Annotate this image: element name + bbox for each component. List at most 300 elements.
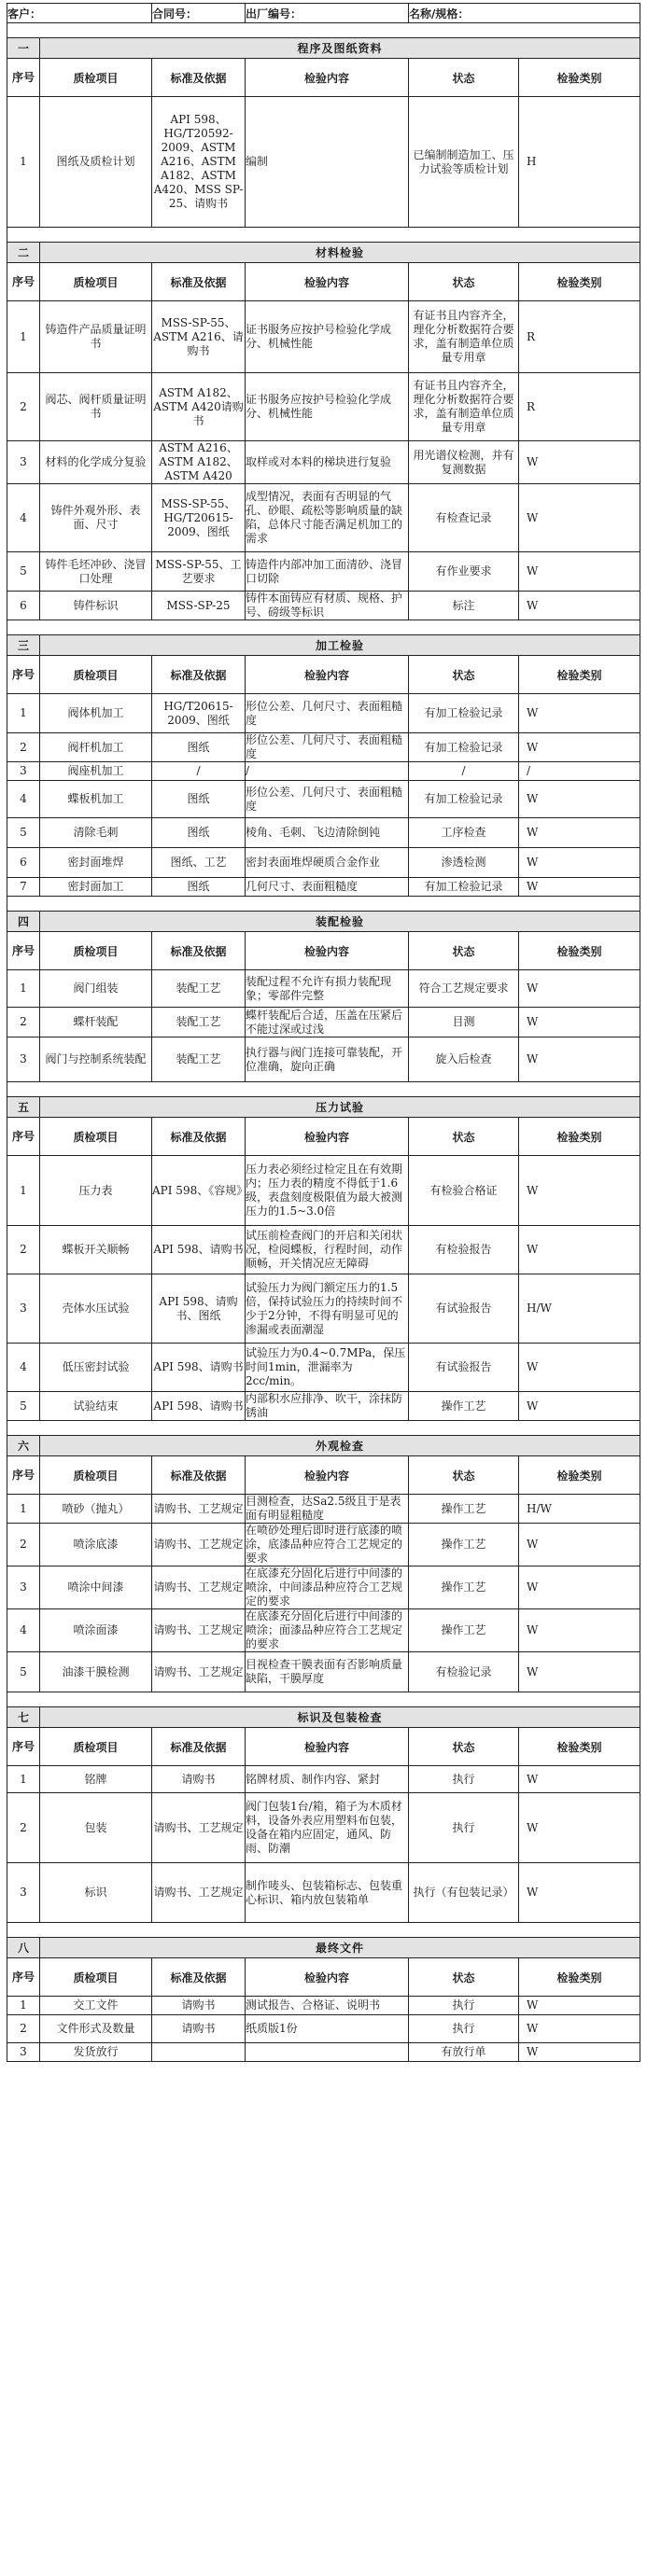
inspection-item: 压力表: [40, 1156, 152, 1226]
header-item: 质检项目: [40, 263, 152, 301]
section-title: 外观检查: [40, 1436, 640, 1456]
header-standard: 标准及依据: [152, 656, 246, 694]
header-type: 检验类别: [519, 656, 640, 694]
section-number: 四: [7, 912, 40, 932]
standard-basis: API 598、请购书: [152, 1344, 246, 1392]
header-standard: 标准及依据: [152, 1456, 246, 1495]
inspection-content: 试压前检查阀门的开启和关闭状况，检阅蝶板，行程时间，动作顺畅，开关情况应无障碍: [246, 1226, 409, 1274]
standard-basis: 请购书、工艺规定: [152, 1495, 246, 1524]
status-cell: 执行: [409, 1766, 519, 1793]
inspection-content: 执行器与阀门连接可靠装配，开位准确，旋向正确: [246, 1037, 409, 1082]
section-title: 程序及图纸资料: [40, 38, 640, 59]
header-content: 检验内容: [246, 1728, 409, 1766]
header-serial: 序号: [7, 1728, 40, 1766]
standard-basis: [152, 2043, 246, 2062]
table-row: [7, 1344, 640, 1392]
inspection-content: 目视检查干膜表面有否影响质量缺陷，干膜厚度: [246, 1652, 409, 1692]
standard-basis: 图纸: [152, 818, 246, 848]
header-serial: 序号: [7, 59, 40, 97]
table-row: [7, 373, 640, 441]
status-cell: 有检验合格证: [409, 1156, 519, 1226]
table-row: [7, 818, 640, 848]
standard-basis: 装配工艺: [152, 1037, 246, 1082]
header-content: 检验内容: [246, 932, 409, 970]
status-cell: 符合工艺规定要求: [409, 970, 519, 1008]
table-row: [7, 592, 640, 620]
standard-basis: 图纸: [152, 733, 246, 762]
status-cell: 目测: [409, 1008, 519, 1037]
inspection-content: [246, 2043, 409, 2062]
inspection-type: W: [519, 818, 640, 848]
header-status: 状态: [409, 1456, 519, 1495]
status-cell: 有证书且内容齐全，理化分析数据符合要求，盖有制造单位质量专用章: [409, 373, 519, 441]
inspection-item: 交工文件: [40, 1997, 152, 2015]
status-cell: 有加工检验记录: [409, 733, 519, 762]
inspection-type: W: [519, 1566, 640, 1609]
table-row: [7, 1156, 640, 1226]
table-row: [7, 694, 640, 733]
table-row: [7, 970, 640, 1008]
inspection-type: R: [519, 373, 640, 441]
column-header-row: [7, 932, 640, 970]
inspection-item: 铭牌: [40, 1766, 152, 1793]
standard-basis: 请购书: [152, 2015, 246, 2043]
table-row: [7, 1392, 640, 1421]
status-cell: 操作工艺: [409, 1495, 519, 1524]
section-number: 一: [7, 38, 40, 59]
inspection-item: 喷砂（抛丸）: [40, 1495, 152, 1524]
status-cell: 工序检查: [409, 818, 519, 848]
header-content: 检验内容: [246, 1958, 409, 1997]
customer-label: 客户：: [7, 4, 152, 23]
header-type: 检验类别: [519, 59, 640, 97]
section-header: [7, 38, 640, 59]
row-number: 1: [7, 97, 40, 228]
table-row: [7, 1863, 640, 1923]
header-standard: 标准及依据: [152, 59, 246, 97]
table-row: [7, 1226, 640, 1274]
header-type: 检验类别: [519, 932, 640, 970]
gap-cell: [7, 620, 640, 635]
header-status: 状态: [409, 1728, 519, 1766]
table-row: [7, 2043, 640, 2062]
row-number: 3: [7, 1274, 40, 1344]
column-header-row: [7, 1456, 640, 1495]
table-row: [7, 1652, 640, 1692]
header-status: 状态: [409, 263, 519, 301]
header-type: 检验类别: [519, 1728, 640, 1766]
status-cell: 有加工检验记录: [409, 878, 519, 897]
standard-basis: 图纸: [152, 781, 246, 818]
section-header: [7, 243, 640, 263]
standard-basis: 请购书、工艺规定: [152, 1863, 246, 1923]
contract-label: 合同号：: [152, 4, 246, 23]
section-number: 五: [7, 1097, 40, 1118]
header-type: 检验类别: [519, 1118, 640, 1156]
header-status: 状态: [409, 59, 519, 97]
row-number: 6: [7, 848, 40, 878]
inspection-item: 清除毛刺: [40, 818, 152, 848]
row-number: 4: [7, 1344, 40, 1392]
inspection-item: 铸造件产品质量证明书: [40, 301, 152, 373]
status-cell: 有试验报告: [409, 1344, 519, 1392]
inspection-content: 铸造件内部冲加工面清砂、浇冒口切除: [246, 552, 409, 592]
section-title: 装配检验: [40, 912, 640, 932]
column-header-row: [7, 656, 640, 694]
status-cell: 有检验报告: [409, 1226, 519, 1274]
inspection-type: W: [519, 1344, 640, 1392]
inspection-content: 铸件本面铸应有材质、规格、护号、磅级等标识: [246, 592, 409, 620]
header-item: 质检项目: [40, 1958, 152, 1997]
standard-basis: MSS-SP-25: [152, 592, 246, 620]
inspection-content: 形位公差、几何尺寸、表面粗糙度: [246, 694, 409, 733]
inspection-type: W: [519, 1226, 640, 1274]
header-serial: 序号: [7, 656, 40, 694]
table-row: [7, 441, 640, 484]
table-row: [7, 97, 640, 228]
section-number: 七: [7, 1707, 40, 1728]
inspection-item: 铸件标识: [40, 592, 152, 620]
table-row: [7, 552, 640, 592]
inspection-content: 制作唛头、包装箱标志、包装重心标识、箱内放包装箱单: [246, 1863, 409, 1923]
inspection-type: /: [519, 762, 640, 781]
standard-basis: 装配工艺: [152, 1008, 246, 1037]
inspection-item: 阀门组装: [40, 970, 152, 1008]
inspection-item: 标识: [40, 1863, 152, 1923]
table-row: [7, 762, 640, 781]
status-cell: 执行: [409, 1997, 519, 2015]
inspection-type: W: [519, 592, 640, 620]
header-standard: 标准及依据: [152, 1958, 246, 1997]
standard-basis: API 598、请购书: [152, 1226, 246, 1274]
inspection-type: W: [519, 1863, 640, 1923]
section-gap: [7, 1421, 640, 1436]
inspection-item: 密封面堆焊: [40, 848, 152, 878]
inspection-type: W: [519, 1652, 640, 1692]
status-cell: 操作工艺: [409, 1524, 519, 1566]
row-number: 1: [7, 1997, 40, 2015]
inspection-type: W: [519, 1392, 640, 1421]
row-number: 3: [7, 1037, 40, 1082]
section-gap: [7, 620, 640, 635]
header-status: 状态: [409, 1118, 519, 1156]
column-header-row: [7, 1958, 640, 1997]
inspection-type: H/W: [519, 1274, 640, 1344]
standard-basis: 装配工艺: [152, 970, 246, 1008]
row-number: 2: [7, 2015, 40, 2043]
inspection-item: 铸件外观外形、表面、尺寸: [40, 484, 152, 552]
inspection-type: R: [519, 301, 640, 373]
inspection-item: 文件形式及数量: [40, 2015, 152, 2043]
status-cell: 操作工艺: [409, 1566, 519, 1609]
row-number: 2: [7, 733, 40, 762]
column-header-row: [7, 1118, 640, 1156]
status-cell: 有证书且内容齐全，理化分析数据符合要求，盖有制造单位质量专用章: [409, 301, 519, 373]
table-row: [7, 1274, 640, 1344]
standard-basis: 请购书、工艺规定: [152, 1793, 246, 1863]
table-row: [7, 848, 640, 878]
section-gap: [7, 228, 640, 243]
status-cell: 执行（有包装记录）: [409, 1863, 519, 1923]
header-serial: 序号: [7, 1118, 40, 1156]
inspection-content: 棱角、毛刺、飞边清除倒钝: [246, 818, 409, 848]
inspection-content: 测试报告、合格证、说明书: [246, 1997, 409, 2015]
inspection-content: 装配过程不允许有损力装配现象；零部件完整: [246, 970, 409, 1008]
header-item: 质检项目: [40, 656, 152, 694]
status-cell: 有检查记录: [409, 484, 519, 552]
inspection-item: 喷涂底漆: [40, 1524, 152, 1566]
table-row: [7, 733, 640, 762]
standard-basis: 请购书: [152, 1997, 246, 2015]
standard-basis: HG/T20615-2009、图纸: [152, 694, 246, 733]
inspection-type: W: [519, 441, 640, 484]
table-row: [7, 1566, 640, 1609]
header-serial: 序号: [7, 263, 40, 301]
inspection-type: W: [519, 970, 640, 1008]
inspection-item: 铸件毛坯冲砂、浇冒口处理: [40, 552, 152, 592]
table-row: [7, 1997, 640, 2015]
standard-basis: MSS-SP-55、ASTM A216、请购书: [152, 301, 246, 373]
gap-cell: [7, 228, 640, 243]
row-number: 5: [7, 1652, 40, 1692]
inspection-item: 油漆干膜检测: [40, 1652, 152, 1692]
section-header: [7, 1097, 640, 1118]
header-content: 检验内容: [246, 1456, 409, 1495]
inspection-type: W: [519, 694, 640, 733]
inspection-content: 形位公差、几何尺寸、表面粗糙度: [246, 781, 409, 818]
section-number: 六: [7, 1436, 40, 1456]
header-serial: 序号: [7, 1456, 40, 1495]
gap-cell: [7, 1082, 640, 1097]
header-standard: 标准及依据: [152, 1728, 246, 1766]
row-number: 1: [7, 1766, 40, 1793]
section-number: 二: [7, 243, 40, 263]
inspection-item: 喷涂中间漆: [40, 1566, 152, 1609]
standard-basis: API 598、请购书: [152, 1392, 246, 1421]
inspection-content: 在底漆充分固化后进行中间漆的喷涂，中间漆品种应符合工艺规定的要求: [246, 1566, 409, 1609]
inspection-item: 发货放行: [40, 2043, 152, 2062]
header-item: 质检项目: [40, 932, 152, 970]
section-title: 标识及包装检查: [40, 1707, 640, 1728]
inspection-content: 试验压力为0.4~0.7MPa，保压时间1min，泄漏率为2cc/min。: [246, 1344, 409, 1392]
quality-plan-body: [7, 4, 640, 2062]
row-number: 2: [7, 1524, 40, 1566]
standard-basis: 请购书、工艺规定: [152, 1566, 246, 1609]
standard-basis: 请购书、工艺规定: [152, 1652, 246, 1692]
row-number: 4: [7, 781, 40, 818]
inspection-item: 低压密封试验: [40, 1344, 152, 1392]
inspection-type: W: [519, 2043, 640, 2062]
standard-basis: 请购书: [152, 1766, 246, 1793]
inspection-type: W: [519, 484, 640, 552]
table-row: [7, 1609, 640, 1652]
section-gap: [7, 1692, 640, 1707]
inspection-content: 铭牌材质、制作内容、紧封: [246, 1766, 409, 1793]
header-status: 状态: [409, 932, 519, 970]
table-row: [7, 1495, 640, 1524]
row-number: 3: [7, 1863, 40, 1923]
table-row: [7, 1524, 640, 1566]
inspection-content: 证书服务应按护号检验化学成分、机械性能: [246, 373, 409, 441]
row-number: 2: [7, 1226, 40, 1274]
row-number: 5: [7, 818, 40, 848]
standard-basis: API 598、HG/T20592-2009、ASTM A216、ASTM A182、ASTM A420、MSS SP-25、请购书: [152, 97, 246, 228]
inspection-item: 阀座机加工: [40, 762, 152, 781]
standard-basis: 图纸、工艺: [152, 848, 246, 878]
inspection-type: H: [519, 97, 640, 228]
inspection-content: 纸质版1份: [246, 2015, 409, 2043]
inspection-content: 阀门包装1台/箱，箱子为木质材料，设备外表应用塑料布包装，设备在箱内应固定，通风、防雨、防潮: [246, 1793, 409, 1863]
section-header: [7, 1436, 640, 1456]
header-content: 检验内容: [246, 59, 409, 97]
inspection-item: 蝶板开关顺畅: [40, 1226, 152, 1274]
inspection-item: 蝶杆装配: [40, 1008, 152, 1037]
inspection-content: 蝶杆装配后合适，压盖在压紧后不能过深或过浅: [246, 1008, 409, 1037]
header-type: 检验类别: [519, 1958, 640, 1997]
row-number: 1: [7, 1495, 40, 1524]
row-number: 1: [7, 1156, 40, 1226]
row-number: 4: [7, 484, 40, 552]
standard-basis: 图纸: [152, 878, 246, 897]
status-cell: 已编制制造加工、压力试验等质检计划: [409, 97, 519, 228]
column-header-row: [7, 1728, 640, 1766]
inspection-item: 蝶板机加工: [40, 781, 152, 818]
table-row: [7, 878, 640, 897]
status-cell: 有作业要求: [409, 552, 519, 592]
row-number: 1: [7, 970, 40, 1008]
table-row: [7, 2015, 640, 2043]
header-item: 质检项目: [40, 59, 152, 97]
inspection-item: 阀芯、阀杆质量证明书: [40, 373, 152, 441]
quality-plan-table: [7, 3, 640, 2062]
gap-cell: [7, 1421, 640, 1436]
row-number: 3: [7, 2043, 40, 2062]
standard-basis: /: [152, 762, 246, 781]
inspection-content: 压力表必须经过检定且在有效期内；压力表的精度不得低于1.6级，表盘刻度极限值为最大被测压力的1.5~3.0倍: [246, 1156, 409, 1226]
header-status: 状态: [409, 656, 519, 694]
inspection-type: W: [519, 878, 640, 897]
status-cell: 操作工艺: [409, 1392, 519, 1421]
inspection-type: W: [519, 1008, 640, 1037]
section-header: [7, 1938, 640, 1958]
header-standard: 标准及依据: [152, 263, 246, 301]
header-content: 检验内容: [246, 656, 409, 694]
header-content: 检验内容: [246, 1118, 409, 1156]
section-title: 加工检验: [40, 635, 640, 656]
table-row: [7, 781, 640, 818]
inspection-item: 阀体机加工: [40, 694, 152, 733]
table-row: [7, 484, 640, 552]
inspection-content: 取样或对本料的梯块进行复验: [246, 441, 409, 484]
inspection-item: 密封面加工: [40, 878, 152, 897]
header-type: 检验类别: [519, 1456, 640, 1495]
inspection-plan-document: [7, 3, 640, 2062]
inspection-content: 密封表面堆焊硬质合金作业: [246, 848, 409, 878]
table-row: [7, 1008, 640, 1037]
inspection-type: W: [519, 1766, 640, 1793]
inspection-content: 试验压力为阀门额定压力的1.5倍，保持试验压力的持续时间不少于2分钟，不得有明显可见的渗漏或表面潮湿: [246, 1274, 409, 1344]
inspection-content: 内部积水应排净、吹干，涂抹防锈油: [246, 1392, 409, 1421]
inspection-type: W: [519, 1524, 640, 1566]
status-cell: 有检验记录: [409, 1652, 519, 1692]
section-header: [7, 1707, 640, 1728]
gap-cell: [7, 1923, 640, 1938]
inspection-content: 证书服务应按护号检验化学成分、机械性能: [246, 301, 409, 373]
row-number: 1: [7, 301, 40, 373]
section-gap: [7, 1923, 640, 1938]
status-cell: 标注: [409, 592, 519, 620]
header-serial: 序号: [7, 932, 40, 970]
table-row: [7, 301, 640, 373]
header-item: 质检项目: [40, 1728, 152, 1766]
status-cell: 有加工检验记录: [409, 694, 519, 733]
factory-no-label: 出厂编号：: [246, 4, 409, 23]
inspection-type: W: [519, 2015, 640, 2043]
standard-basis: 请购书、工艺规定: [152, 1609, 246, 1652]
header-serial: 序号: [7, 1958, 40, 1997]
row-number: 1: [7, 694, 40, 733]
inspection-item: 试验结束: [40, 1392, 152, 1421]
header-status: 状态: [409, 1958, 519, 1997]
section-title: 材料检验: [40, 243, 640, 263]
standard-basis: 请购书、工艺规定: [152, 1524, 246, 1566]
section-header: [7, 635, 640, 656]
inspection-item: 壳体水压试验: [40, 1274, 152, 1344]
inspection-item: 阀门与控制系统装配: [40, 1037, 152, 1082]
gap-cell: [7, 23, 640, 38]
row-number: 2: [7, 1793, 40, 1863]
status-cell: 执行: [409, 1793, 519, 1863]
table-row: [7, 1793, 640, 1863]
status-cell: 用光谱仪检测，并有复测数据: [409, 441, 519, 484]
table-row: [7, 1037, 640, 1082]
section-number: 三: [7, 635, 40, 656]
status-cell: 渗透检测: [409, 848, 519, 878]
standard-basis: API 598、请购书、图纸: [152, 1274, 246, 1344]
section-gap: [7, 23, 640, 38]
inspection-type: W: [519, 552, 640, 592]
name-spec-label: 名称/规格：: [409, 4, 640, 23]
table-row: [7, 1766, 640, 1793]
row-number: 2: [7, 1008, 40, 1037]
inspection-content: 几何尺寸、表面粗糙度: [246, 878, 409, 897]
inspection-content: 目测检查，达Sa2.5级且于是表面有明显粗糙度: [246, 1495, 409, 1524]
standard-basis: MSS-SP-55、HG/T20615-2009、图纸: [152, 484, 246, 552]
inspection-content: 编制: [246, 97, 409, 228]
status-cell: 有放行单: [409, 2043, 519, 2062]
status-cell: 操作工艺: [409, 1609, 519, 1652]
status-cell: 旋入后检查: [409, 1037, 519, 1082]
gap-cell: [7, 897, 640, 912]
section-title: 最终文件: [40, 1938, 640, 1958]
header-standard: 标准及依据: [152, 1118, 246, 1156]
section-number: 八: [7, 1938, 40, 1958]
row-number: 7: [7, 878, 40, 897]
inspection-type: W: [519, 1793, 640, 1863]
inspection-content: 形位公差、几何尺寸、表面粗糙度: [246, 733, 409, 762]
inspection-content: 在喷砂处理后即时进行底漆的喷涂，底漆品种应符合工艺规定的要求: [246, 1524, 409, 1566]
row-number: 6: [7, 592, 40, 620]
inspection-type: W: [519, 1037, 640, 1082]
inspection-item: 材料的化学成分复验: [40, 441, 152, 484]
status-cell: 有加工检验记录: [409, 781, 519, 818]
column-header-row: [7, 263, 640, 301]
inspection-item: 喷涂面漆: [40, 1609, 152, 1652]
row-number: 3: [7, 762, 40, 781]
inspection-type: W: [519, 1156, 640, 1226]
inspection-content: /: [246, 762, 409, 781]
standard-basis: MSS-SP-55、工艺要求: [152, 552, 246, 592]
